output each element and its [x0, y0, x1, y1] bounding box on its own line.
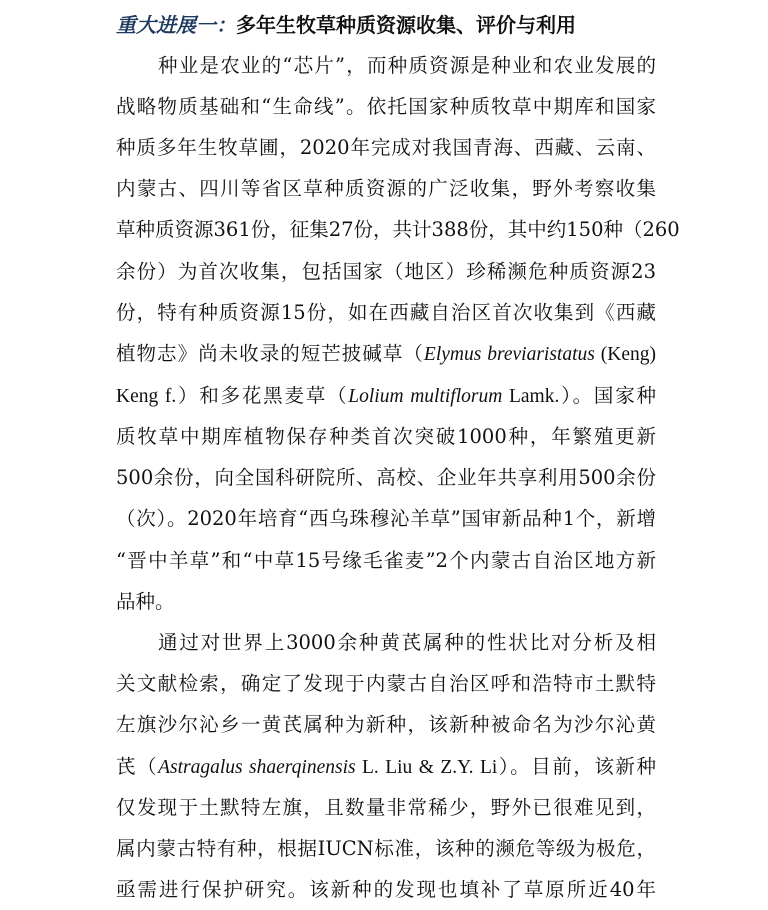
- text-line: [116, 417, 656, 457]
- text-line: [116, 334, 656, 374]
- text-run: (Keng): [594, 344, 656, 365]
- text-line: [158, 623, 656, 663]
- species-name: Elymus breviaristatus: [423, 344, 595, 365]
- text-run: 品种。: [116, 590, 175, 613]
- text-run: 种业是农业的“芯片”，而种质资源是种业和农业发展的: [158, 54, 656, 77]
- text-line: [116, 870, 656, 910]
- text-line: [116, 293, 656, 333]
- text-line: [116, 458, 656, 498]
- text-run: 芪（: [116, 755, 159, 778]
- text-run: 质牧草中期库植物保存种类首次突破1000种，年繁殖更新: [116, 425, 656, 448]
- text-run: （次）。2020年培育“西乌珠穆沁羊草”国审新品种1个，新增: [116, 507, 656, 530]
- text-line: [116, 705, 656, 745]
- text-run: 关文献检索，确定了发现于内蒙古自治区呼和浩特市土默特: [116, 672, 656, 695]
- text-run: L. Liu & Z.Y. Li: [355, 757, 498, 778]
- text-run: 仅发现于土默特左旗，且数量非常稀少，野外已很难见到，: [116, 796, 656, 819]
- text-run: 内蒙古、四川等省区草种质资源的广泛收集，野外考察收集: [116, 177, 656, 200]
- heading-title: 多年生牧草种质资源收集、评价与利用: [236, 13, 576, 37]
- text-run: 亟需进行保护研究。该新种的发现也填补了草原所近40年: [116, 878, 656, 901]
- heading-label: 重大进展一：: [116, 13, 236, 37]
- species-name: Astragalus shaerqinensis: [158, 757, 356, 778]
- text-line: [116, 582, 656, 622]
- text-line: [116, 128, 656, 168]
- text-line: [116, 210, 680, 250]
- text-run: 份，特有种质资源15份，如在西藏自治区首次收集到《西藏: [116, 301, 656, 324]
- text-line: [158, 46, 656, 86]
- text-run: ）和多花黑麦草（: [176, 384, 349, 407]
- text-run: 战略物质基础和“生命线”。依托国家种质牧草中期库和国家: [116, 95, 656, 118]
- text-run: 种质多年生牧草圃，2020年完成对我国青海、西藏、云南、: [116, 136, 656, 159]
- text-run: 余份）为首次收集，包括国家（地区）珍稀濒危种质资源23: [116, 260, 656, 283]
- text-run: 植物志》尚未收录的短芒披碱草（: [116, 342, 424, 365]
- text-run: 500余份，向全国科研院所、高校、企业年共享利用500余份: [116, 466, 656, 489]
- text-line: [116, 376, 656, 416]
- text-line: [116, 87, 656, 127]
- section-heading: [116, 8, 576, 42]
- text-run: ）。目前，该新种: [497, 755, 656, 778]
- text-line: [116, 788, 656, 828]
- text-run: 草种质资源361份，征集27份，共计388份，其中约150种（260: [116, 218, 680, 241]
- text-line: [116, 829, 656, 869]
- text-line: [116, 541, 656, 581]
- text-line: [116, 747, 656, 787]
- text-run: Lamk.: [502, 386, 560, 407]
- text-run: ）。国家种: [559, 384, 656, 407]
- species-name: Lolium multiflorum: [348, 386, 503, 407]
- text-run: 通过对世界上3000余种黄芪属种的性状比对分析及相: [158, 631, 656, 654]
- text-run: 属内蒙古特有种，根据IUCN标准，该种的濒危等级为极危，: [116, 837, 656, 860]
- text-run: Keng f.: [116, 386, 177, 407]
- text-line: [116, 169, 656, 209]
- text-line: [116, 252, 656, 292]
- text-line: [116, 499, 656, 539]
- text-run: “晋中羊草”和“中草15号缘毛雀麦”2个内蒙古自治区地方新: [116, 549, 656, 572]
- text-run: 左旗沙尔沁乡一黄芪属种为新种，该新种被命名为沙尔沁黄: [116, 713, 656, 736]
- text-line: [116, 664, 656, 704]
